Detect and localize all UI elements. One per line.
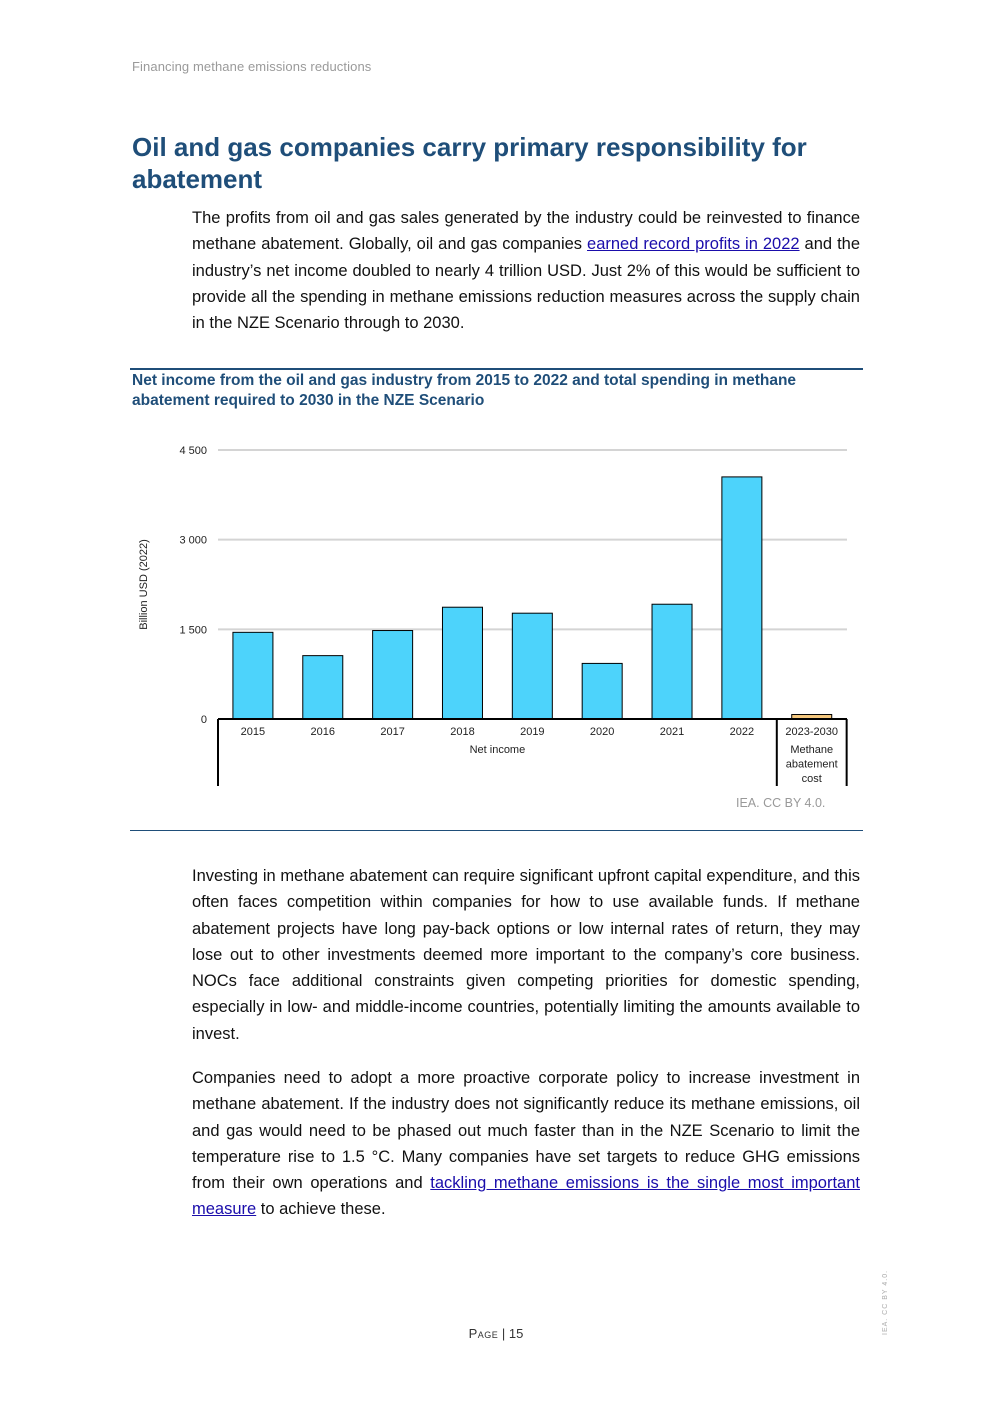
body-paragraph-1	[192, 205, 860, 336]
y-tick-label: 0	[200, 714, 207, 726]
x-tick-label: 2020	[589, 726, 615, 738]
y-tick-label: 1 500	[179, 624, 207, 637]
paragraph-text: and the industry’s net income doubled to nearly 4 trillion USD. Just 2% of this would be sufficient to provide all the spending in methane emissions reduction measures across the supply chain in the NZE Scenario through to 2030.	[192, 235, 861, 333]
bar	[652, 604, 692, 719]
net-income-bar-chart	[130, 435, 860, 795]
group-label: abatement	[785, 758, 838, 771]
x-tick-label: 2018	[450, 726, 475, 738]
bar	[722, 477, 762, 719]
side-license-note: IEA. CC BY 4.0.	[882, 1269, 889, 1335]
x-tick-label: 2019	[520, 726, 545, 738]
paragraph-text: Companies need to adopt a more proactive corporate policy to increase investment in methane abatement. If the industry does not significantly reduce its methane emissions, oil and gas would need to be phased out much faster than in the NZE Scenario to limit the temperature rise to 1.5 °C. Many companies have set targets to reduce GHG emissions from their own operations and	[192, 1069, 860, 1193]
x-tick-label: 2021	[659, 726, 685, 738]
bar	[582, 663, 622, 719]
y-axis-label: Billion USD (2022)	[138, 539, 150, 630]
x-tick-label: 2022	[729, 726, 755, 738]
figure-bottom-rule	[130, 830, 863, 831]
page-footer	[0, 1326, 992, 1341]
figure-credit: IEA. CC BY 4.0.	[736, 796, 826, 810]
paragraph-text: to achieve these.	[256, 1200, 386, 1219]
section-title: Oil and gas companies carry primary responsibility for abatement	[132, 132, 807, 194]
bar	[303, 656, 343, 719]
group-label: Methane	[790, 744, 834, 756]
paragraph-text: The profits from oil and gas sales generated by the industry could be reinvested to finance methane abatement. Globally, oil and gas companies	[192, 209, 860, 254]
bar	[233, 632, 273, 719]
x-tick-label: 2015	[240, 726, 266, 738]
earned-record-profits-link[interactable]: earned record profits in 2022	[587, 235, 800, 254]
body-paragraph-3	[192, 1065, 860, 1223]
group-label: cost	[801, 773, 822, 785]
tackling-methane-link[interactable]: tackling methane emissions is the single most important measure	[192, 1174, 860, 1219]
page-number: 15	[508, 1326, 524, 1341]
body-paragraph-2: Investing in methane abatement can require significant upfront capital expenditure, and this often faces competition within companies for how to use available funds. If methane abatement projects have long pay-back options or low internal rates of return, they may lose out to other investments deemed more important to the company’s core business. NOCs face additional constraints given competing priorities for domestic spending, especially in low- and middle-income countries, potentially limiting the amounts available to invest.	[192, 867, 860, 1043]
running-header: Financing methane emissions reductions	[132, 59, 372, 74]
figure-top-rule	[130, 368, 863, 370]
page-label: Page	[468, 1326, 499, 1341]
x-tick-label: 2023-2030	[785, 726, 839, 738]
x-tick-label: 2016	[310, 726, 336, 738]
bar	[373, 631, 413, 719]
y-tick-label: 4 500	[179, 445, 207, 457]
y-tick-label: 3 000	[179, 534, 207, 547]
bar	[512, 613, 552, 719]
page-separator: |	[498, 1326, 509, 1341]
x-tick-label: 2017	[380, 726, 405, 738]
figure-title: Net income from the oil and gas industry from 2015 to 2022 and total spending in methane abatement required to 2030 in the NZE Scenario	[132, 372, 797, 409]
bar	[442, 607, 482, 719]
group-label: Net income	[469, 744, 526, 756]
